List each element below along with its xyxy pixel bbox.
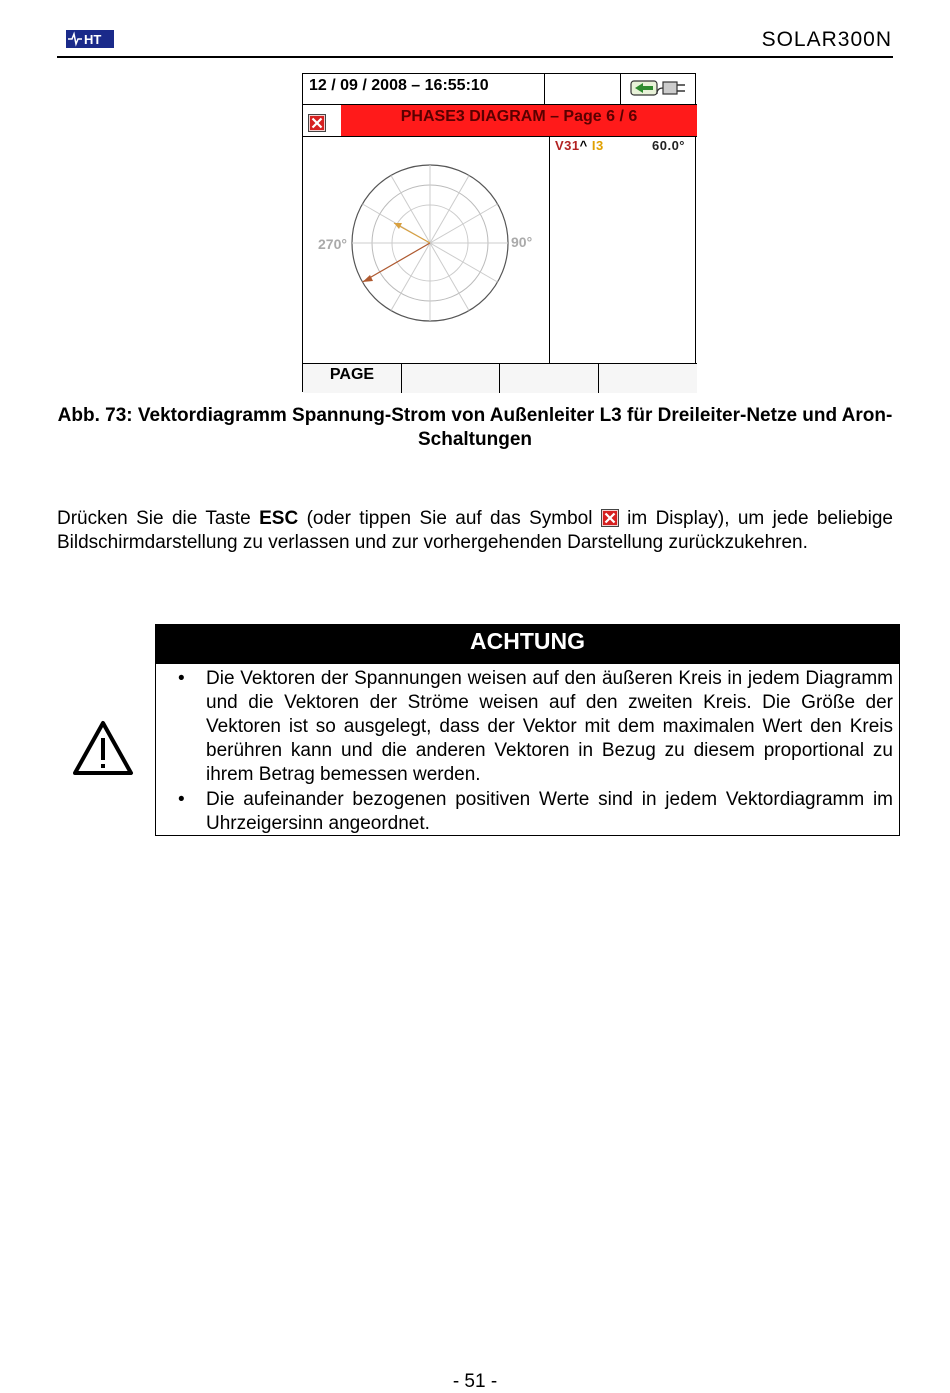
page-number: - 51 - (452, 1371, 498, 1392)
voltage-label: V31 (555, 138, 580, 153)
angle-value: 60.0° (652, 138, 686, 153)
softkey-3[interactable] (500, 364, 599, 393)
model-name: SOLAR300N (761, 28, 892, 51)
warning-item (176, 667, 893, 787)
plug-battery-icon (621, 74, 697, 105)
instruction-paragraph (57, 507, 893, 555)
bullet: • (178, 789, 185, 810)
warning-box (155, 624, 900, 836)
current-label: I3 (591, 138, 604, 153)
bullet: • (178, 668, 185, 689)
softkey-bar (303, 363, 697, 393)
para-part1: Drücken Sie die Taste (57, 508, 260, 529)
header-rule (57, 56, 893, 58)
status-area (621, 74, 697, 105)
para-part3: im Display), um jede beliebige Bildschirmdarstellung zu verlassen und zur vorhergehenden Darstellung zurückzukehren. (57, 508, 893, 553)
logo-text: HT (84, 32, 102, 47)
softkey-page[interactable]: PAGE (303, 364, 402, 393)
warning-list (176, 667, 893, 837)
softkey-4[interactable] (599, 364, 697, 393)
warning-title: ACHTUNG (156, 625, 899, 664)
para-part2: (oder tippen Sie auf das Symbol (298, 508, 601, 529)
close-x-icon (601, 509, 619, 527)
panel-divider (549, 137, 550, 363)
figure-caption: Abb. 73: Vektordiagramm Spannung-Strom von Außenleiter L3 für Dreileiter-Netze und Aron-Schaltungen (57, 405, 893, 450)
datetime-display: 12 / 09 / 2008 – 16:55:10 (303, 74, 545, 105)
screen-title: PHASE3 DIAGRAM – Page 6 / 6 (341, 105, 697, 136)
device-screen (302, 73, 696, 392)
vector-sep: ^ (579, 138, 588, 153)
warning-item-text: Die aufeinander bezogenen positiven Werte sind in jedem Vektordiagramm im Uhrzeigersinn angeordnet. (206, 789, 893, 834)
close-x-icon[interactable] (308, 114, 326, 132)
status-blank (545, 74, 621, 105)
esc-key: ESC (259, 508, 299, 529)
vector-label (555, 138, 604, 153)
softkey-2[interactable] (402, 364, 500, 393)
warning-item (176, 788, 893, 836)
polar-diagram (303, 137, 549, 363)
polar-label-270: 270° (318, 236, 347, 252)
polar-label-90: 90° (511, 234, 533, 250)
ht-logo (66, 30, 114, 48)
warning-triangle-icon (72, 720, 134, 776)
warning-item-text: Die Vektoren der Spannungen weisen auf den äußeren Kreis in jedem Diagramm und die Vektoren der Ströme weisen auf den zweiten Kreis. Die Größe der Vektoren ist so ausgelegt, dass der Vektor mit dem maximalen Wert den Kreis berühren kann und die anderen Vektoren in Bezug zu diesem proportional zu ihrem Betrag bemessen werden. (206, 668, 893, 785)
